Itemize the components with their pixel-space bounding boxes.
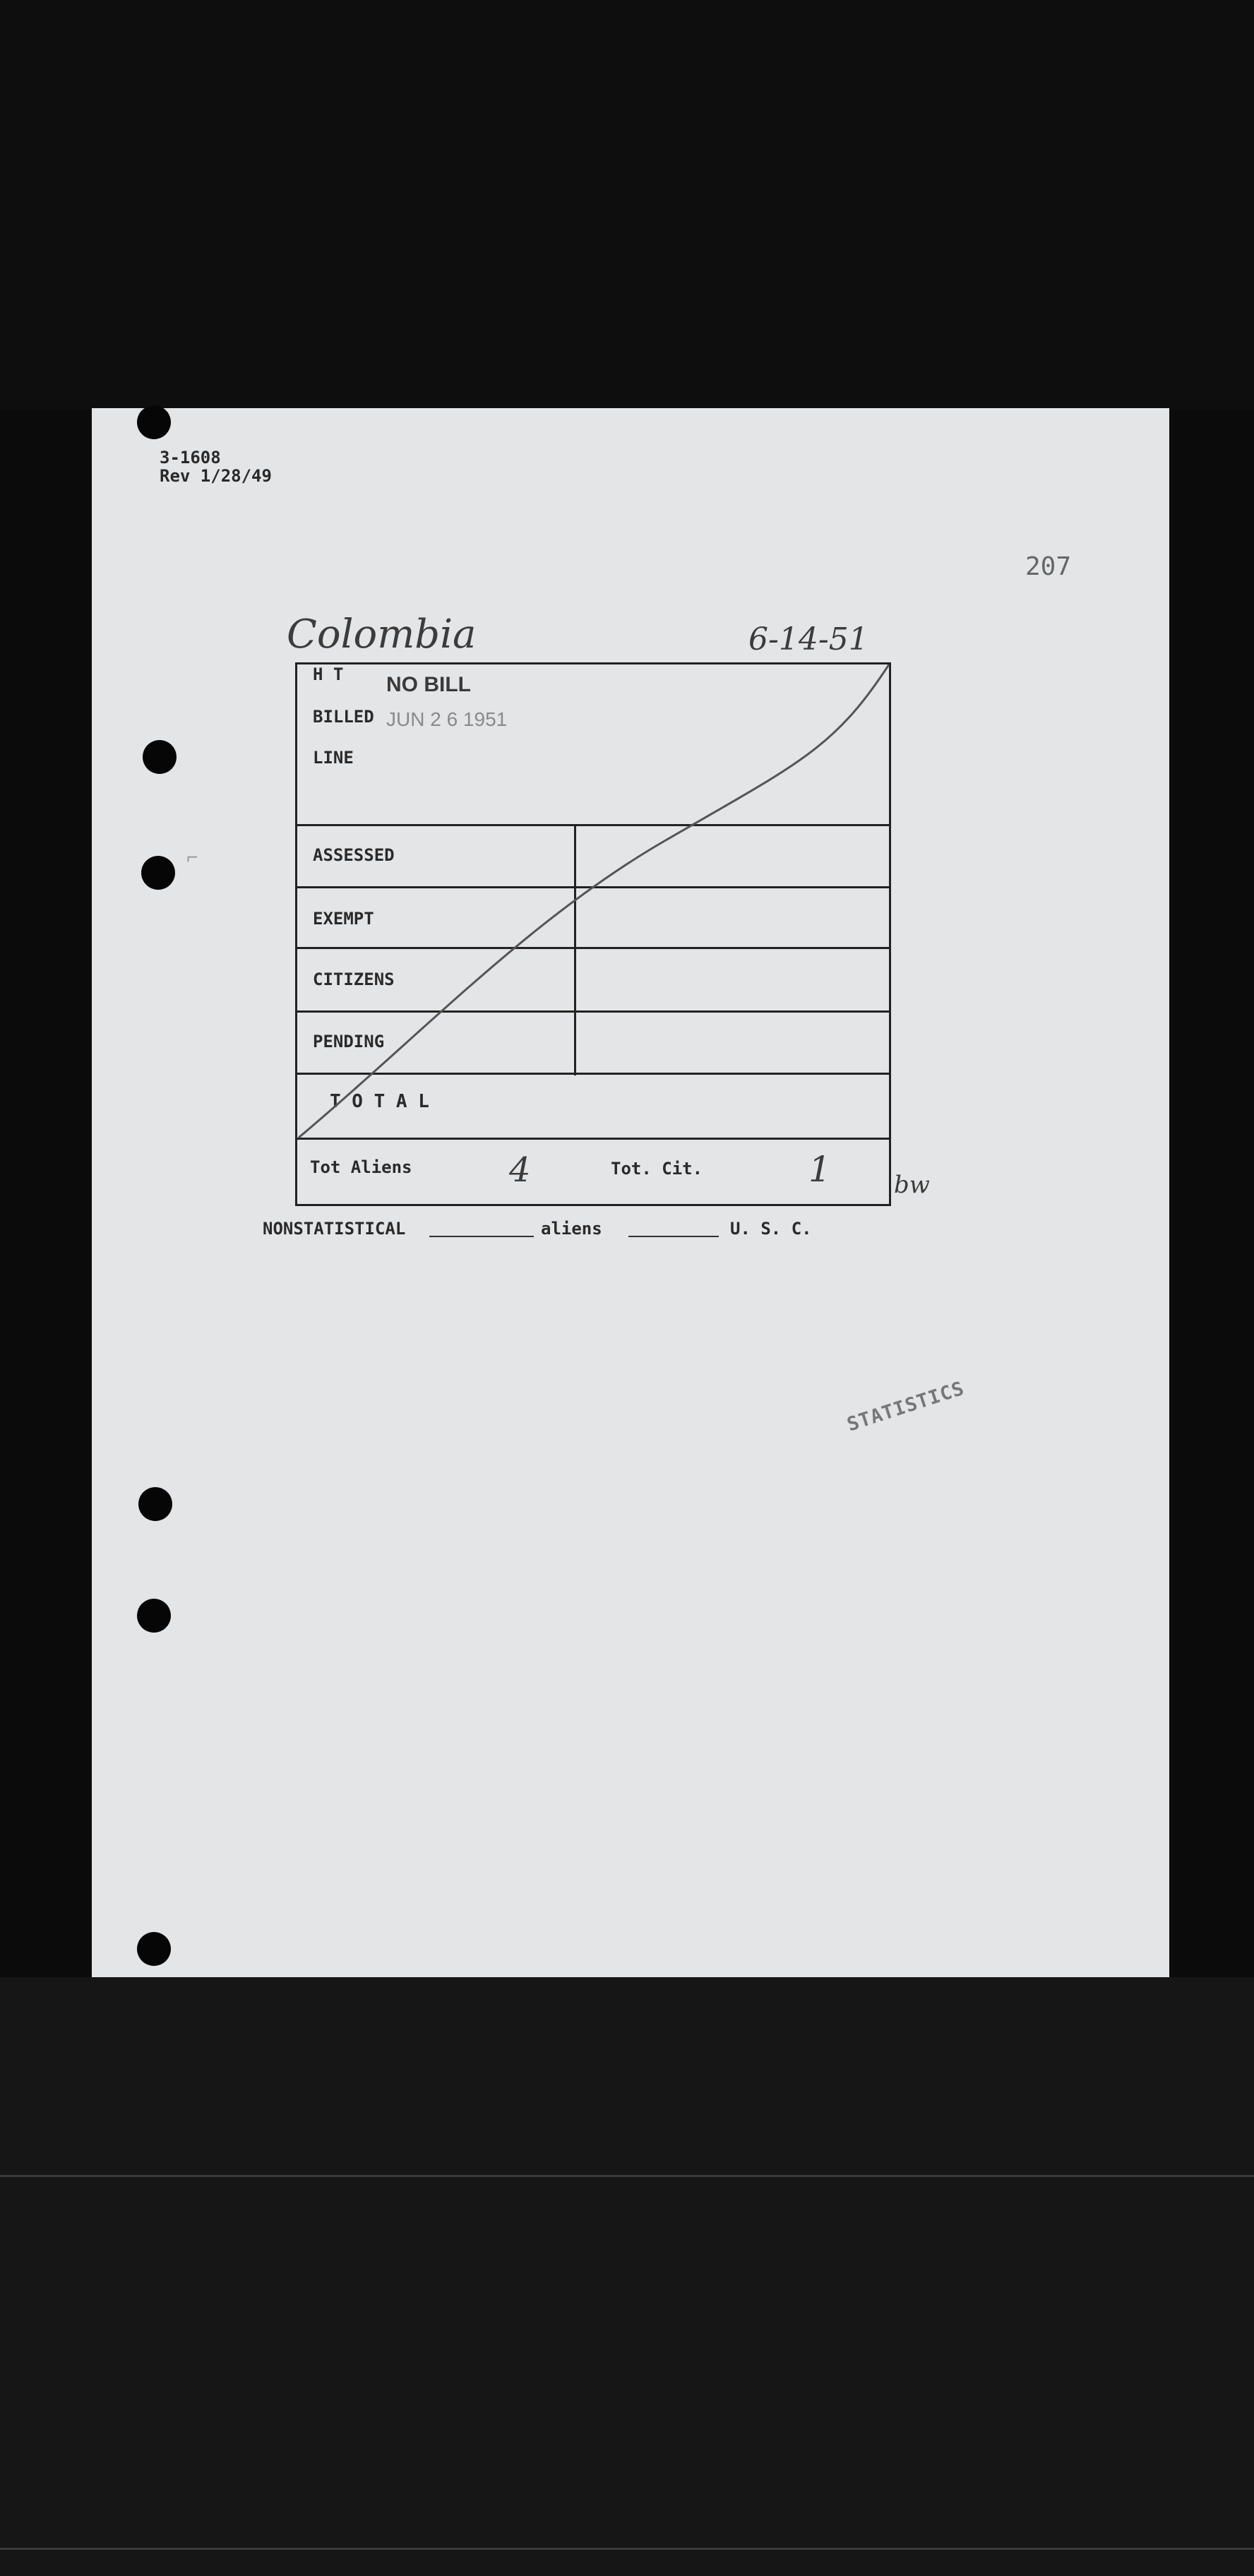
punch-hole xyxy=(143,740,177,774)
diagonal-strike-line xyxy=(297,664,893,1208)
nonstatistical-label: NONSTATISTICAL xyxy=(263,1219,406,1239)
punch-hole xyxy=(141,856,175,890)
scan-artifact-line xyxy=(0,2548,1254,2550)
punch-hole xyxy=(138,1487,172,1521)
tot-cit-label: Tot. Cit. xyxy=(611,1159,703,1179)
punch-hole xyxy=(137,405,171,439)
punch-hole xyxy=(137,1932,171,1966)
total-label: T O T A L xyxy=(330,1091,429,1112)
form-number: 3-1608 xyxy=(160,448,221,467)
tally-form-table xyxy=(295,662,891,1206)
usc-label: U. S. C. xyxy=(730,1219,812,1239)
scan-background-bottom xyxy=(0,1977,1254,2576)
line-label: LINE xyxy=(313,748,354,768)
tot-aliens-label: Tot Aliens xyxy=(310,1157,412,1177)
aliens-blank xyxy=(628,1236,719,1237)
scan-artifact-line xyxy=(0,2175,1254,2177)
citizens-label: CITIZENS xyxy=(313,970,395,989)
page-number: 207 xyxy=(1025,552,1072,581)
assessed-label: ASSESSED xyxy=(313,845,395,865)
aliens-label: aliens xyxy=(541,1219,602,1239)
country-handwritten: Colombia xyxy=(287,612,477,657)
punch-hole xyxy=(137,1599,171,1633)
tot-cit-value: 1 xyxy=(808,1149,831,1190)
ht-label: H T xyxy=(313,664,344,684)
no-bill-stamp: NO BILL xyxy=(386,673,471,696)
statistics-stamp: STATISTICS xyxy=(844,1377,967,1436)
tot-aliens-value: 4 xyxy=(509,1150,531,1190)
initials-handwritten: bw xyxy=(894,1171,930,1199)
exempt-label: EXEMPT xyxy=(313,909,374,929)
date-handwritten: 6-14-51 xyxy=(748,621,868,657)
form-revision: Rev 1/28/49 xyxy=(160,466,272,486)
margin-mark: ⌐ xyxy=(186,846,198,868)
pending-label: PENDING xyxy=(313,1032,385,1051)
scan-background-top xyxy=(0,0,1254,410)
billed-date-stamp: JUN 2 6 1951 xyxy=(386,708,508,730)
nonstatistical-blank xyxy=(429,1236,534,1237)
billed-label: BILLED xyxy=(313,707,374,727)
